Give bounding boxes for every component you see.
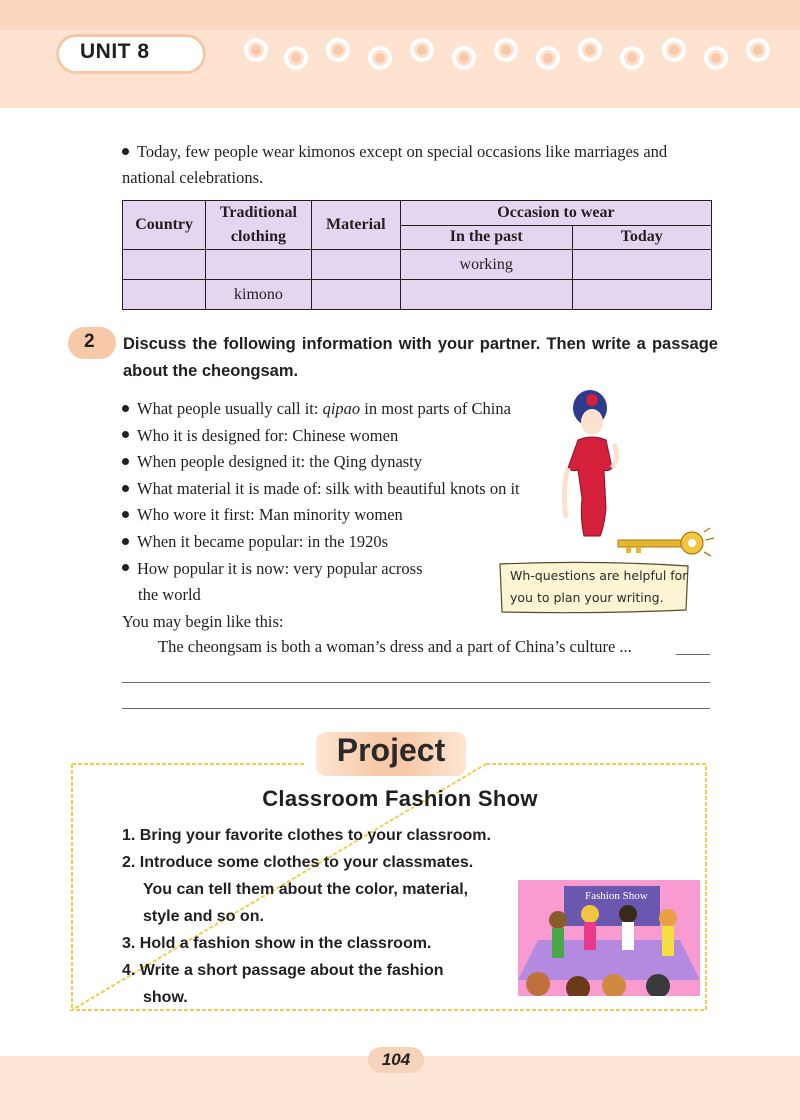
project-title: Project <box>336 732 446 768</box>
list-item: What people usually call it: qipao in most parts of China <box>122 396 520 423</box>
list-item: style and so on. <box>143 908 264 925</box>
list-item: When people designed it: the Qing dynasty <box>122 449 520 476</box>
header-material: Material <box>311 201 400 250</box>
table-cell[interactable] <box>123 250 206 280</box>
header-occasion: Occasion to wear <box>400 201 711 226</box>
decorative-rings <box>238 34 798 78</box>
bullet-icon <box>122 485 129 492</box>
header-stripe <box>0 0 800 30</box>
list-item: show. <box>143 989 188 1006</box>
table-cell[interactable] <box>572 280 712 310</box>
list-item: What material it is made of: silk with beautiful knots on it <box>122 476 520 503</box>
writing-line[interactable] <box>122 682 710 683</box>
table-cell[interactable] <box>311 250 400 280</box>
table-cell[interactable] <box>572 250 712 280</box>
key-icon <box>616 526 716 560</box>
header-in-the-past: In the past <box>400 225 572 250</box>
table-row <box>123 280 712 310</box>
header-country: Country <box>123 201 206 250</box>
project-subtitle: Classroom Fashion Show <box>262 786 538 811</box>
cheongsam-girl-illustration <box>548 388 638 538</box>
list-item-continuation: the world <box>138 585 201 605</box>
table-cell[interactable] <box>123 280 206 310</box>
writing-line[interactable] <box>122 708 710 709</box>
starter-sentence: The cheongsam is both a woman’s dress and a part of China’s culture ... <box>158 637 632 656</box>
table-cell: working <box>400 250 572 280</box>
list-item: 4. Write a short passage about the fashion <box>122 962 444 979</box>
bullet-icon <box>122 458 129 465</box>
list-item: 2. Introduce some clothes to your classmates. <box>122 854 474 871</box>
table-row <box>123 250 712 280</box>
list-item: Who it is designed for: Chinese women <box>122 423 520 450</box>
list-item: Who wore it first: Man minority women <box>122 502 520 529</box>
list-item: 1. Bring your favorite clothes to your classroom. <box>122 827 491 844</box>
bullet-icon <box>122 564 129 571</box>
exercise-number: 2 <box>84 331 95 352</box>
intro-bullet: Today, few people wear kimonos except on special occasions like marriages and national celebrations. <box>122 142 668 187</box>
exercise-instruction: Discuss the following information with your partner. Then write a passage about the cheongsam. <box>123 335 718 380</box>
bullet-icon <box>122 511 129 518</box>
question-list <box>122 396 520 635</box>
table-cell[interactable] <box>206 250 311 280</box>
bullet-icon <box>122 431 129 438</box>
begin-prompt: You may begin like this: <box>122 611 284 631</box>
bullet-icon <box>122 405 129 412</box>
bullet-icon <box>122 148 129 155</box>
bullet-icon <box>122 538 129 545</box>
tip-text: Wh-questions are helpful for you to plan your writing. <box>510 568 688 605</box>
table-cell[interactable] <box>311 280 400 310</box>
header-today: Today <box>572 225 712 250</box>
list-item: When it became popular: in the 1920s <box>122 529 520 556</box>
list-item: How popular it is now: very popular across <box>122 556 520 583</box>
list-item: 3. Hold a fashion show in the classroom. <box>122 935 432 952</box>
clothing-table <box>122 200 712 310</box>
unit-label: UNIT 8 <box>80 40 150 63</box>
header-traditional-clothing: Traditional clothing <box>206 201 311 250</box>
project-steps <box>122 822 491 1011</box>
table-cell[interactable] <box>400 280 572 310</box>
list-item: You can tell them about the color, material, <box>143 881 469 898</box>
page-number: 104 <box>381 1050 411 1069</box>
writing-line[interactable] <box>676 654 710 655</box>
fashion-show-sign: Fashion Show <box>585 890 648 902</box>
table-cell: kimono <box>206 280 311 310</box>
